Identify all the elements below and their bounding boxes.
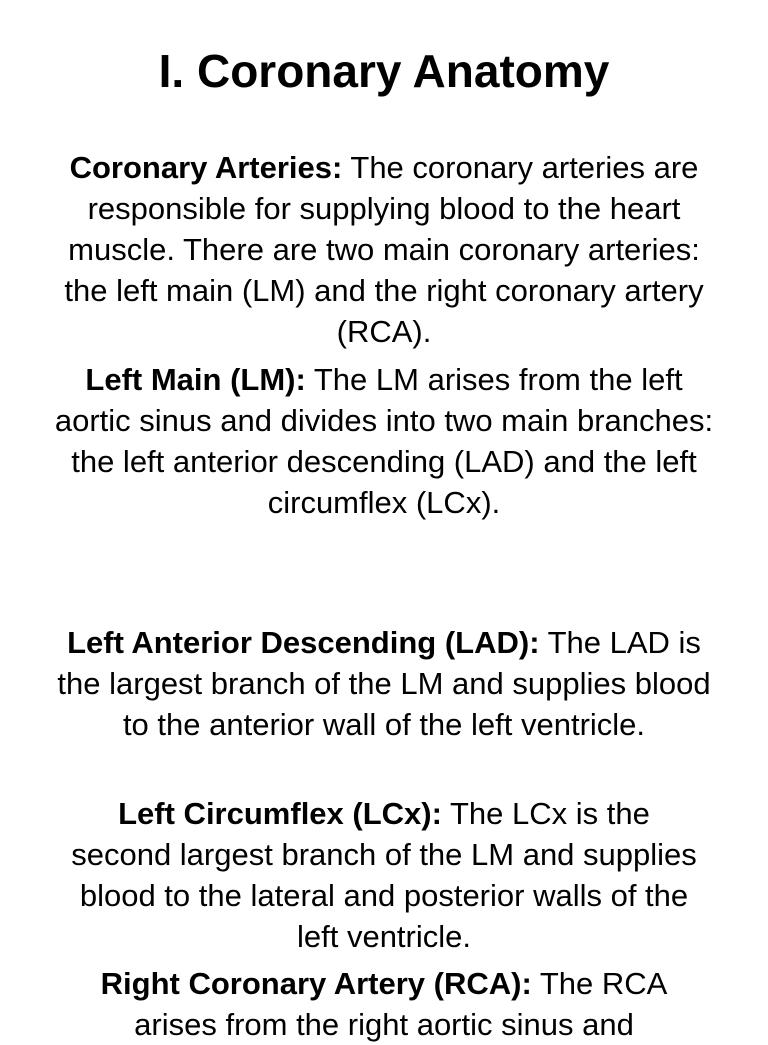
page-title: I. Coronary Anatomy <box>158 45 610 97</box>
paragraph-lcx <box>64 793 704 957</box>
paragraph-lad <box>44 622 724 745</box>
paragraph-rca <box>64 963 704 1045</box>
paragraph-coronary-arteries <box>54 147 714 352</box>
paragraph-left-main <box>49 359 719 523</box>
paragraph-text: The LM arises from the left aortic sinus and divides into two main branches: the left anterior descending (LAD) and the left circumflex (LCx). <box>54 362 714 520</box>
term-label: Left Anterior Descending (LAD): <box>67 625 540 660</box>
term-label: Coronary Arteries: <box>69 150 343 185</box>
paragraph-text: The LAD is the largest branch of the LM and supplies blood to the anterior wall of the left ventricle. <box>57 625 711 742</box>
paragraph-text: The coronary arteries are responsible for supplying blood to the heart muscle. There are two main coronary arteries: the left main (LM) and the right coronary artery (RCA). <box>64 150 704 349</box>
paragraph-text: The RCA arises from the right aortic sinus and <box>134 966 668 1042</box>
paragraph-text: The LCx is the second largest branch of the LM and supplies blood to the lateral and posterior walls of the left ventricle. <box>71 796 697 954</box>
term-label: Right Coronary Artery (RCA): <box>100 966 532 1001</box>
term-label: Left Circumflex (LCx): <box>118 796 442 831</box>
term-label: Left Main (LM): <box>85 362 306 397</box>
